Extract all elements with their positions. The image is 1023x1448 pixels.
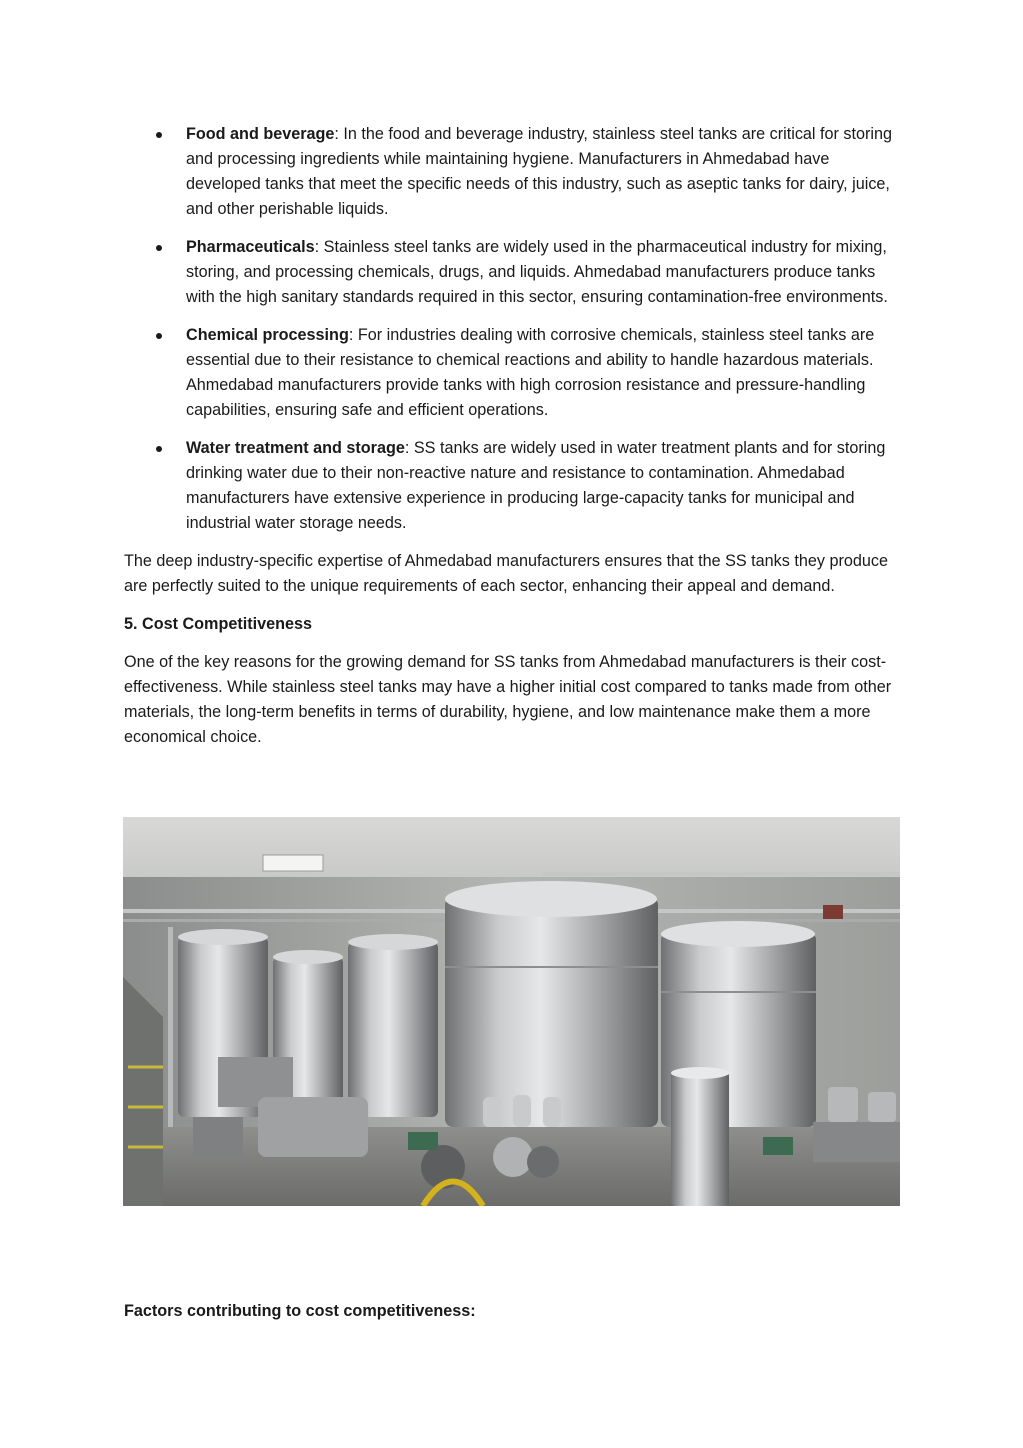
list-item bbox=[124, 323, 904, 423]
bullet-term: Food and beverage bbox=[186, 125, 335, 143]
list-item bbox=[124, 436, 904, 536]
bullet-text: : Stainless steel tanks are widely used in the pharmaceutical industry for mixing, storing, and processing chemicals, drugs, and liquids. Ahmedabad manufacturers produce tanks with the high sanitary standards required in this sector, ensuring contamination-free environments. bbox=[186, 238, 888, 306]
bullet-text: : In the food and beverage industry, stainless steel tanks are critical for storing and processing ingredients while maintaining hygiene. Manufacturers in Ahmedabad have developed tanks that meet the specific needs of this industry, such as aseptic tanks for dairy, juice, and other perishable liquids. bbox=[186, 125, 892, 218]
bullet-icon bbox=[156, 446, 162, 452]
industry-bullet-list bbox=[124, 122, 904, 536]
section-heading: 5. Cost Competitiveness bbox=[124, 615, 313, 633]
document-body bbox=[124, 122, 904, 763]
list-item bbox=[124, 122, 904, 222]
bullet-icon bbox=[156, 333, 162, 339]
tank-room-photo bbox=[123, 817, 900, 1206]
bullet-term: Chemical processing bbox=[186, 326, 349, 344]
list-item bbox=[124, 235, 904, 310]
bullet-term: Pharmaceuticals bbox=[186, 238, 315, 256]
bullet-icon bbox=[156, 132, 162, 138]
bullet-term: Water treatment and storage bbox=[186, 439, 405, 457]
bullet-icon bbox=[156, 245, 162, 251]
summary-paragraph: The deep industry-specific expertise of Ahmedabad manufacturers ensures that the SS tanks they produce are perfectly suited to the unique requirements of each sector, enhancing their appeal and demand. bbox=[124, 552, 888, 595]
bullet-text: : SS tanks are widely used in water treatment plants and for storing drinking water due to their non-reactive nature and resistance to contamination. Ahmedabad manufacturers have extensive experience in producing large-capacity tanks for municipal and industrial water storage needs. bbox=[186, 439, 886, 532]
section-paragraph: One of the key reasons for the growing demand for SS tanks from Ahmedabad manufacturers is their cost-effectiveness. While stainless steel tanks may have a higher initial cost compared to tanks made from other materials, the long-term benefits in terms of durability, hygiene, and low maintenance make them a more economical choice. bbox=[124, 653, 892, 746]
factors-heading: Factors contributing to cost competitiveness: bbox=[124, 1302, 476, 1320]
bullet-text: : For industries dealing with corrosive chemicals, stainless steel tanks are essential due to their resistance to chemical reactions and ability to handle hazardous materials. Ahmedabad manufacturers provide tanks with high corrosion resistance and pressure-handling capabilities, ensuring safe and efficient operations. bbox=[186, 326, 875, 419]
